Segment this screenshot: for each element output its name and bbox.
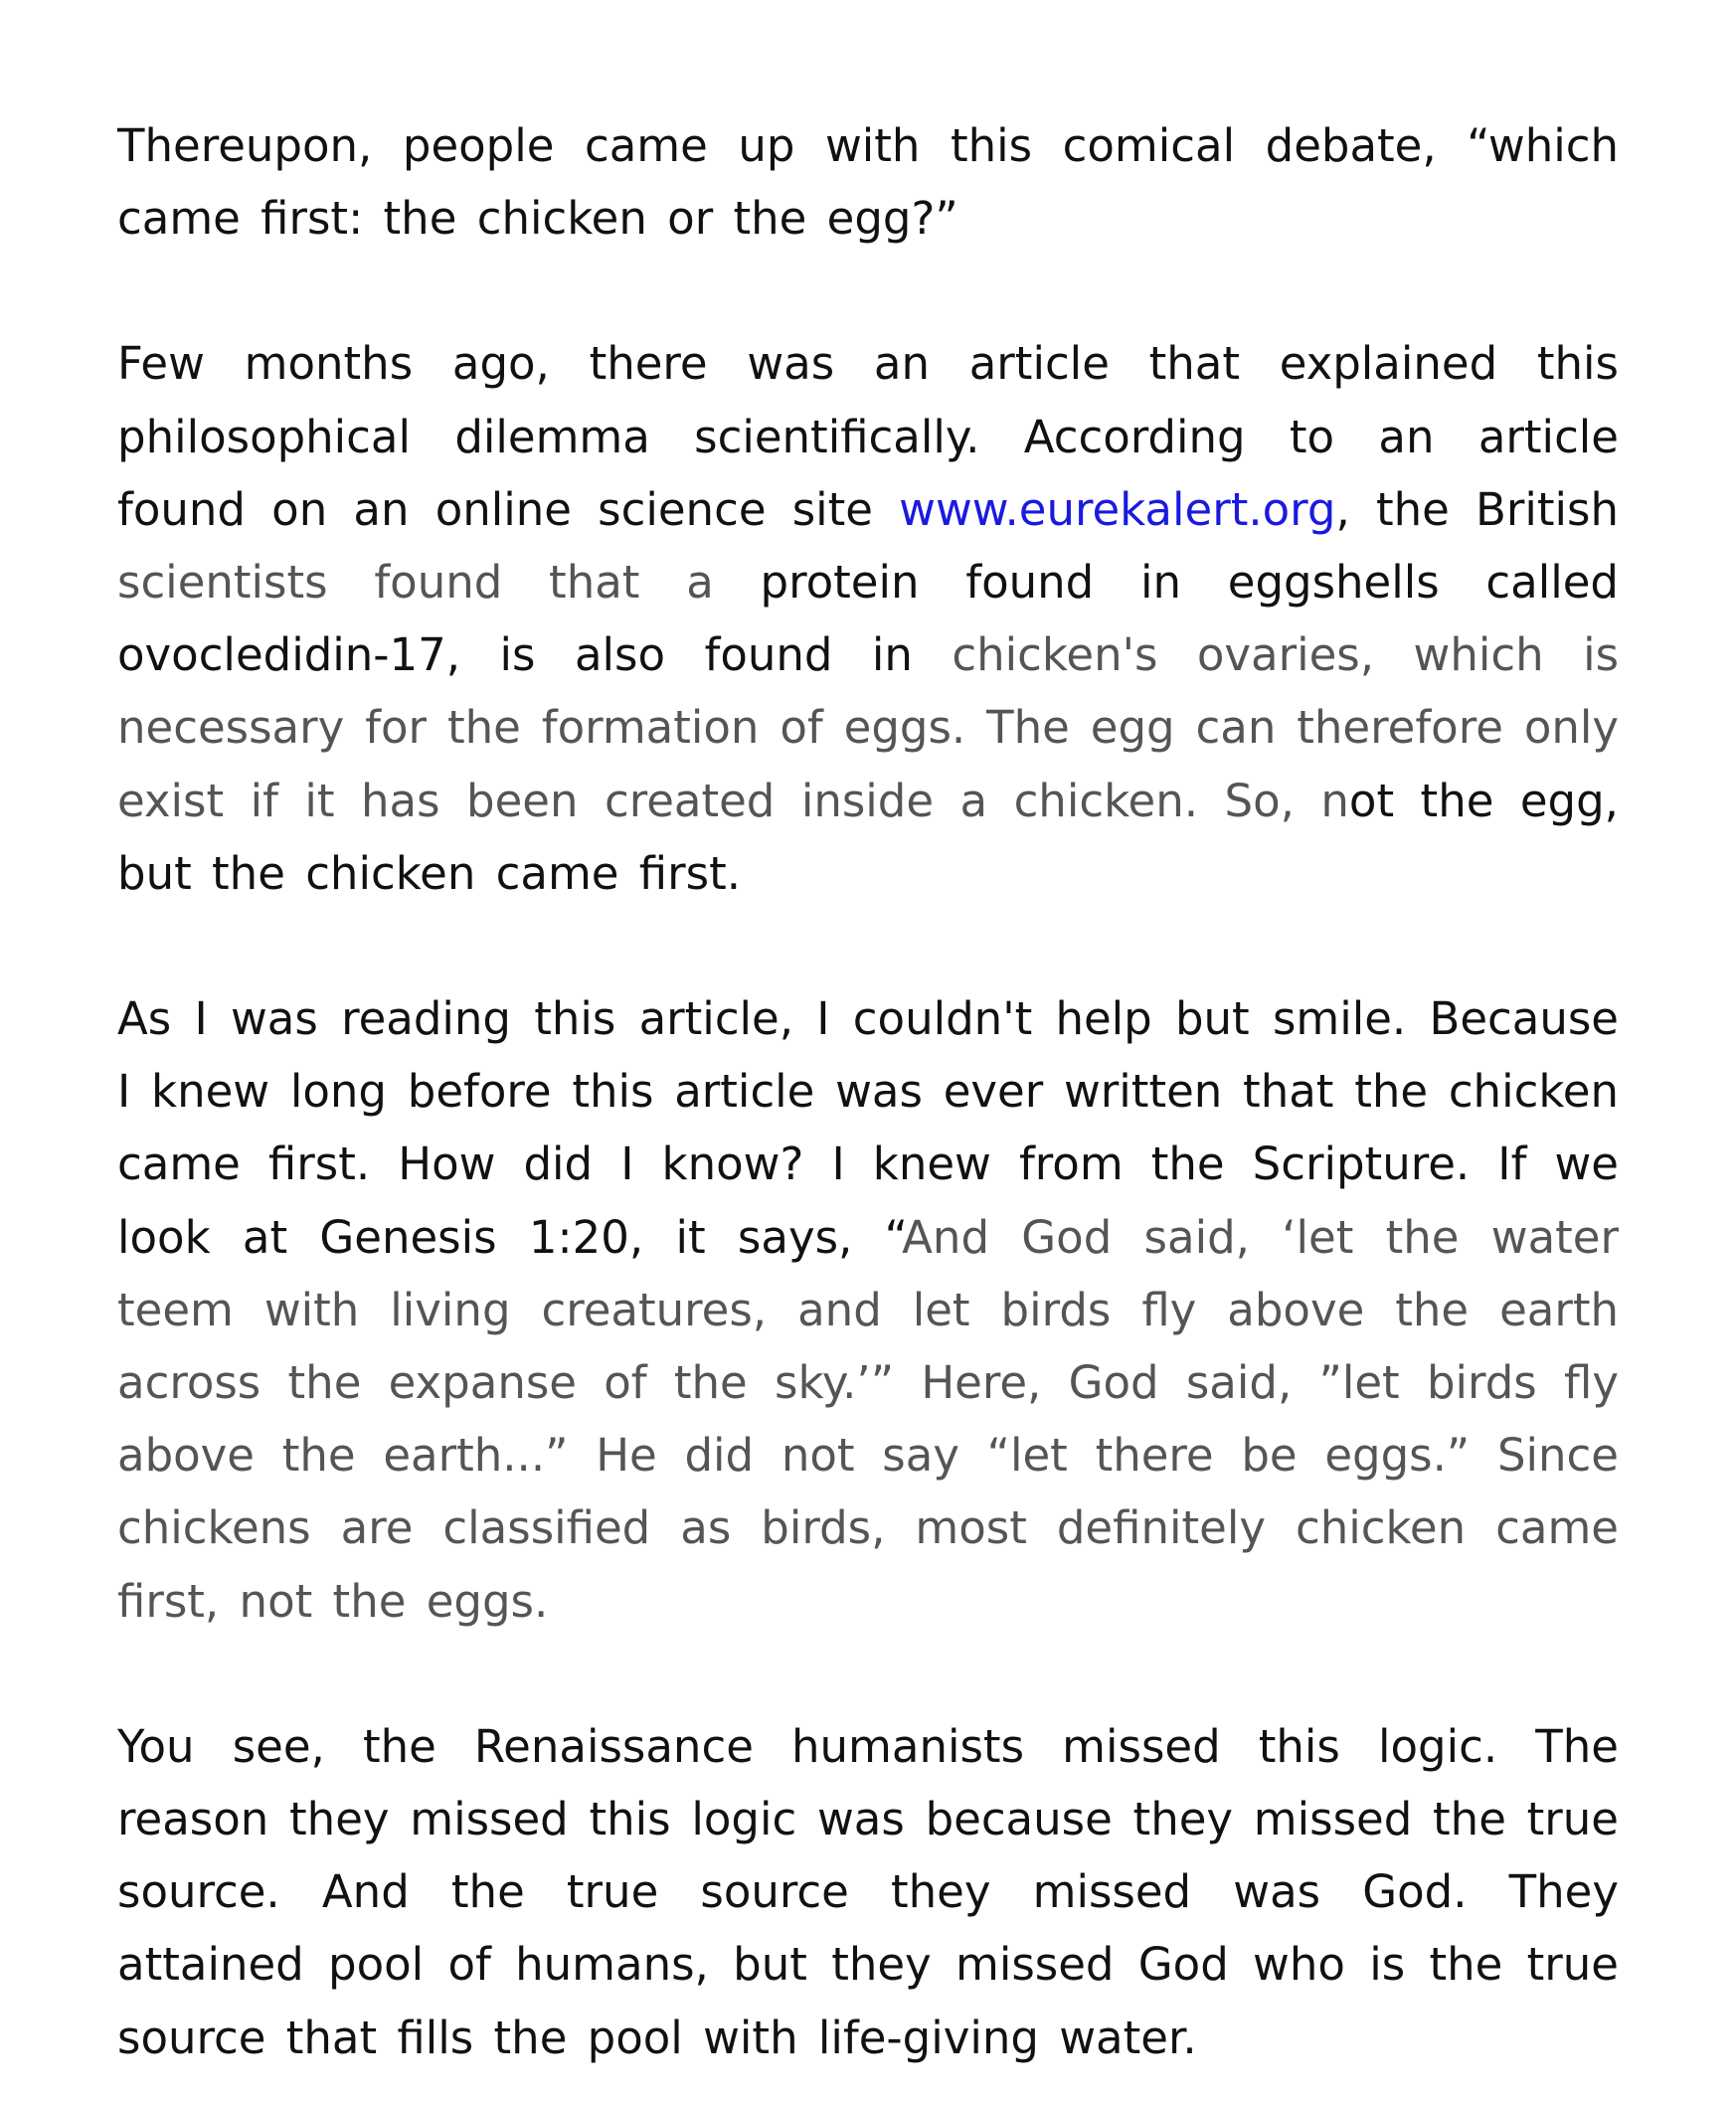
paragraph-scripture <box>117 982 1619 1638</box>
text-segment: protein found in eggshells called ovocledidin-17, is also found in <box>117 556 1619 682</box>
text-segment: , the British <box>1335 482 1619 536</box>
scripture-quote: And God said, ‘let the water teem with living creatures, and let birds fly above the earth across the expanse of the sky.’” Here, God said, ”let birds fly above the earth...” He did not say “let there be eggs.” Since chickens are classified as birds, most definitely chicken came first, not the eggs. <box>117 1210 1619 1628</box>
text-segment: Thereupon, people came up with this comical debate, “which came first: the chicken or the egg?” <box>117 119 1619 246</box>
paragraph-chicken-egg-debate <box>117 109 1619 255</box>
text-segment-gray: scientists found that a <box>117 556 761 610</box>
eurekalert-link[interactable]: www.eurekalert.org <box>899 482 1336 536</box>
paragraph-renaissance-humanists <box>117 1710 1619 2074</box>
text-segment: As I was reading this article, I couldn't help but smile. Because I knew long before this article was ever written that the chicken came first. How did I know? I knew from the Scripture. If we look at Genesis 1:20, it says, “ <box>117 992 1619 1264</box>
document-body <box>117 109 1619 2074</box>
text-segment: ot the egg, but the chicken came first. <box>117 774 1619 900</box>
paragraph-scientific-explanation <box>117 327 1619 910</box>
text-segment: Few months ago, there was an article that explained this philosophical dilemma scientifically. According to an article found on an online science site <box>117 337 1619 536</box>
text-segment: You see, the Renaissance humanists missed this logic. The reason they missed this logic was because they missed the true source. And the true source they missed was God. They attained pool of humans, but they missed God who is the true source that fills the pool with life-giving water. <box>117 1719 1619 2064</box>
text-segment-gray: chicken's ovaries, which is necessary for the formation of eggs. The egg can therefore only exist if it has been created inside a chicken. So, n <box>117 628 1620 827</box>
